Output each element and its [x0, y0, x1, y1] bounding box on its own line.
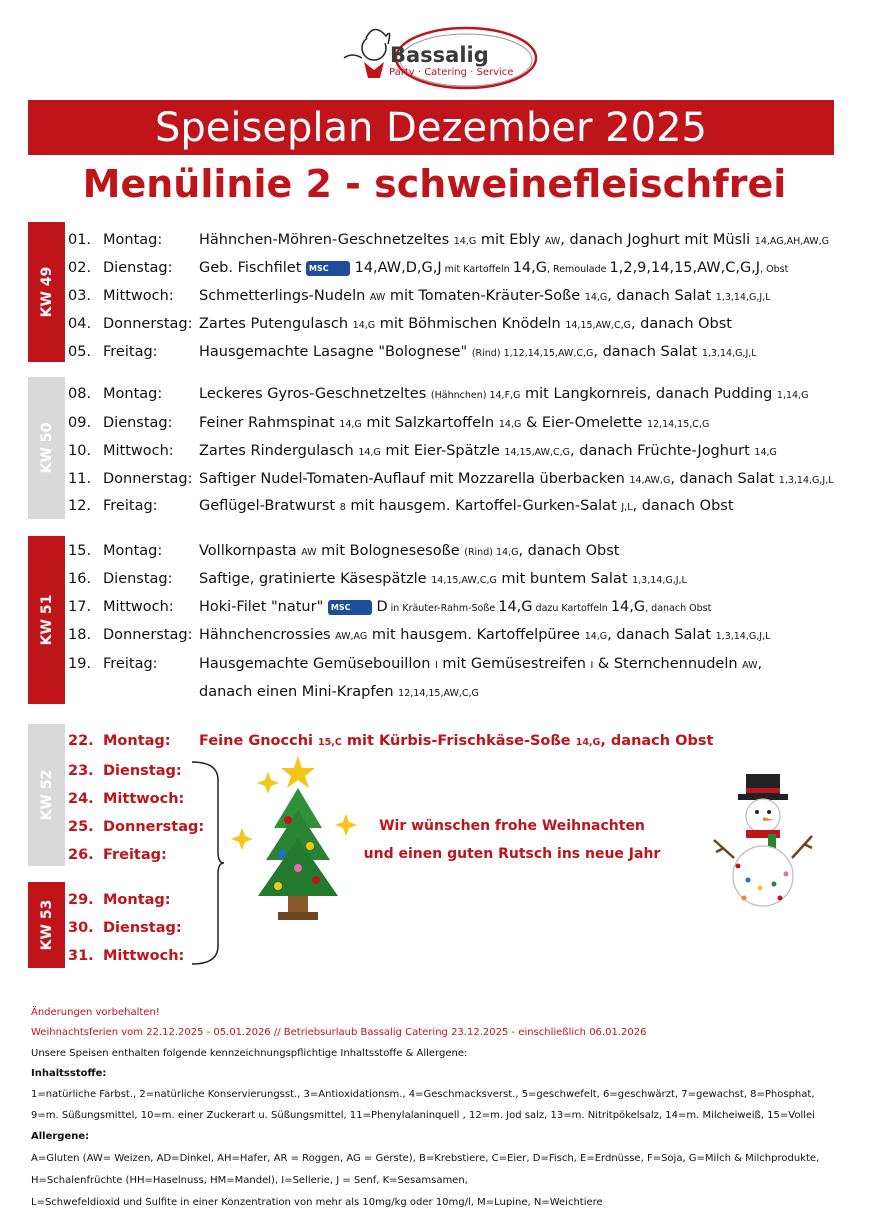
weekday: Montag:	[103, 892, 171, 908]
allergen-code: mit Kartoffeln	[441, 264, 513, 275]
weekday: Montag:	[103, 232, 163, 248]
allergen-code: 14,AW,G	[629, 475, 671, 486]
meal-text: mit buntem Salat	[496, 571, 633, 587]
allergen-code: AW	[742, 660, 758, 671]
day-number: 31.	[68, 948, 94, 964]
allergen-code: 14,G	[339, 419, 362, 430]
allergen-code: 14,G	[453, 236, 477, 247]
meal-description	[199, 566, 687, 594]
weekday: Mittwoch:	[103, 948, 185, 964]
meal-text: Geb. Fischfilet	[199, 260, 306, 276]
meal-text: D	[371, 599, 388, 615]
allergen-code: 12,14,15,C,G	[646, 419, 710, 430]
allergen-code: dazu Kartoffeln	[532, 603, 611, 614]
allergen-code: 8	[339, 502, 346, 513]
allergen-code: 14,G	[754, 447, 777, 458]
meal-text: Feiner Rahmspinat	[199, 415, 340, 431]
meal-text: & Eier-Omelette	[521, 415, 647, 431]
meal-text: , danach Salat	[607, 288, 716, 304]
allergen-code: 14,15,AW,C,G	[431, 575, 497, 586]
meal-text: mit hausgem. Kartoffelpüree	[367, 627, 585, 643]
meal-text: mit Salzkartoffeln	[361, 415, 499, 431]
day-number: 10.	[68, 443, 92, 459]
meal-description	[199, 466, 834, 494]
allergen-code: 1,3,14,G,J,L	[715, 631, 771, 642]
allergen-code: 1,3,14,G,J,L	[632, 575, 687, 586]
day-number: 12.	[68, 498, 92, 514]
day-number: 09.	[68, 415, 92, 431]
page-title: Speiseplan Dezember 2025	[28, 100, 834, 155]
weekday: Mittwoch:	[103, 599, 174, 615]
allergen-code: (Rind) 14,G	[464, 547, 519, 558]
meal-description	[199, 381, 808, 409]
meal-text: , danach Früchte-Joghurt	[570, 443, 755, 459]
meal-text: mit Langkornreis, danach Pudding	[520, 386, 777, 402]
allergen-code: 14,G	[584, 292, 608, 303]
weekday: Montag:	[103, 733, 171, 749]
allergens-line-1: A=Gluten (AW= Weizen, AD=Dinkel, AH=Hafer, AR = Roggen, AG = Gerste), B=Krebstiere, C=Eier, D=Fisch, E=Erdnüsse, F=Soja, G=Milch & Milchprodukte,	[31, 1153, 820, 1164]
weekday: Donnerstag:	[103, 627, 193, 643]
meal-description	[199, 339, 757, 367]
allergen-code: 1,3,14,G,J,L	[778, 475, 834, 486]
meal-description	[199, 538, 619, 566]
weekday: Dienstag:	[103, 260, 173, 276]
week-bar-52: KW 52	[28, 724, 65, 866]
weekday: Donnerstag:	[103, 819, 205, 835]
weekday: Mittwoch:	[103, 443, 174, 459]
meal-description	[199, 283, 770, 311]
allergen-code: 14,G	[352, 320, 376, 331]
day-number: 05.	[68, 344, 92, 360]
allergen-code: , Remoulade	[547, 264, 610, 275]
ingredients-heading: Inhaltsstoffe:	[31, 1068, 107, 1079]
allergen-code: AW,AG	[335, 631, 368, 642]
meal-text: Leckeres Gyros-Geschnetzeltes	[199, 386, 431, 402]
allergen-code: (Hähnchen) 14,F,G	[430, 390, 521, 401]
weekday: Mittwoch:	[103, 791, 185, 807]
day-number: 30.	[68, 920, 94, 936]
meal-text: Schmetterlings-Nudeln	[199, 288, 370, 304]
day-number: 11.	[68, 471, 92, 487]
meal-description	[199, 311, 732, 339]
day-number: 22.	[68, 733, 94, 749]
weekday: Montag:	[103, 543, 163, 559]
logo-tagline: Party · Catering · Service	[389, 67, 514, 78]
allergen-code: I	[435, 660, 438, 671]
meal-description	[199, 438, 777, 466]
allergen-code: 14,G	[575, 737, 601, 748]
meal-text: 1,2,9,14,15,AW,C,G,J	[609, 260, 761, 276]
meal-text: , danach Obst	[600, 733, 714, 749]
holiday-greeting: Wir wünschen frohe Weihnachten und einen guten Rutsch ins neue Jahr	[363, 818, 661, 862]
ingredients-line-2: 9=m. Süßungsmittel, 10=m. einer Zuckerart u. Süßungsmittel, 11=Phenylalaninquell , 12=m. Jod salz, 13=m. Nitritpökelsalz, 14=m. Milcheiweiß, 15=Vollei	[31, 1110, 815, 1121]
meal-text: ,	[757, 656, 763, 672]
day-number: 29.	[68, 892, 94, 908]
allergen-code: AW	[301, 547, 317, 558]
msc-label-icon: MSC	[328, 600, 372, 615]
meal-text: , danach Obst	[630, 316, 732, 332]
meal-description	[199, 255, 788, 283]
meal-description	[199, 493, 734, 521]
allergen-code: 14,15,AW,C,G	[565, 320, 631, 331]
meal-text: 14,G	[610, 599, 646, 615]
week-bar-49: KW 49	[28, 222, 65, 362]
day-number: 23.	[68, 763, 94, 779]
weekday: Freitag:	[103, 847, 167, 863]
day-number: 08.	[68, 386, 92, 402]
allergen-code: 1,3,14,G,J,L	[701, 348, 757, 359]
meal-text: Geflügel-Bratwurst	[199, 498, 340, 514]
allergen-code: 1,3,14,G,J,L	[715, 292, 771, 303]
day-number: 19.	[68, 656, 92, 672]
meal-text: 14,G	[512, 260, 547, 276]
allergen-code: , Obst	[760, 264, 789, 275]
meal-text: Hausgemachte Gemüsebouillon	[199, 656, 436, 672]
meal-text: 14,AW,D,G,J	[350, 260, 442, 276]
allergen-code: 14,15,AW,C,G	[504, 447, 571, 458]
weekday: Donnerstag:	[103, 316, 193, 332]
allergen-code: 14,G	[584, 631, 608, 642]
meal-text: , danach Salat	[607, 627, 716, 643]
meal-text: , danach Obst	[632, 498, 734, 514]
logo-name: Bassalig	[390, 43, 489, 67]
holiday-bracket	[190, 760, 225, 966]
msc-label-icon: MSC	[306, 261, 350, 276]
weekday: Freitag:	[103, 656, 158, 672]
allergen-code: 15,C	[318, 737, 342, 748]
meal-text: mit Tomaten-Kräuter-Soße	[385, 288, 585, 304]
meal-text: Saftiger Nudel-Tomaten-Auflauf mit Mozzarella überbacken	[199, 471, 630, 487]
meal-description	[199, 679, 479, 707]
meal-text: , danach Obst	[518, 543, 620, 559]
week-bar-53: KW 53	[28, 882, 65, 968]
weekday: Dienstag:	[103, 571, 173, 587]
meal-text: & Sternchennudeln	[593, 656, 743, 672]
allergen-intro: Unsere Speisen enthalten folgende kennzeichnungspflichtige Inhaltsstoffe & Allergene:	[31, 1048, 468, 1059]
allergen-code: 1,14,G	[776, 390, 809, 401]
day-number: 26.	[68, 847, 94, 863]
meal-text: Hoki-Filet "natur"	[199, 599, 328, 615]
meal-text: Zartes Putengulasch	[199, 316, 353, 332]
allergens-heading: Allergene:	[31, 1131, 90, 1142]
allergen-code: 14,AG,AH,AW,G	[754, 236, 830, 247]
allergen-code: AW	[544, 236, 561, 247]
day-number: 17.	[68, 599, 92, 615]
meal-description	[199, 651, 762, 679]
week-bar-51: KW 51	[28, 536, 65, 704]
weekday: Dienstag:	[103, 763, 182, 779]
allergen-code: J,L	[621, 502, 633, 513]
meal-text: Zartes Rindergulasch	[199, 443, 359, 459]
day-number: 15.	[68, 543, 92, 559]
meal-description	[199, 227, 829, 255]
allergen-code: 14,G	[498, 419, 522, 430]
meal-text: mit Ebly	[476, 232, 545, 248]
day-number: 16.	[68, 571, 92, 587]
meal-text: 14,G	[498, 599, 533, 615]
snowman-image	[708, 770, 818, 915]
changes-note: Änderungen vorbehalten!	[31, 1007, 160, 1018]
meal-text: Hausgemachte Lasagne "Bolognese"	[199, 344, 472, 360]
weekday: Freitag:	[103, 344, 158, 360]
meal-text: Hähnchen-Möhren-Geschnetzeltes	[199, 232, 454, 248]
allergen-code: I	[590, 660, 594, 671]
meal-text: , danach Joghurt mit Müsli	[560, 232, 755, 248]
meal-text: Saftige, gratinierte Käsespätzle	[199, 571, 432, 587]
allergen-code: 12,14,15,AW,C,G	[398, 688, 479, 699]
weekday: Dienstag:	[103, 920, 182, 936]
meal-text: mit Bolognesesoße	[316, 543, 465, 559]
allergens-line-2: H=Schalenfrüchte (HH=Haselnuss, HM=Mandel), I=Sellerie, J = Senf, K=Sesamsamen,	[31, 1175, 468, 1186]
weekday: Donnerstag:	[103, 471, 193, 487]
christmas-tree-image	[228, 748, 363, 928]
meal-text: mit Eier-Spätzle	[380, 443, 505, 459]
day-number: 01.	[68, 232, 92, 248]
day-number: 02.	[68, 260, 92, 276]
day-number: 25.	[68, 819, 94, 835]
meal-text: Hähnchencrossies	[199, 627, 336, 643]
allergen-code: (Rind) 1,12,14,15,AW,C,G	[471, 348, 594, 359]
meal-text: Feine Gnocchi	[199, 733, 319, 749]
meal-description	[199, 594, 711, 622]
day-number: 18.	[68, 627, 92, 643]
meal-text: mit Gemüsestreifen	[437, 656, 591, 672]
day-number: 03.	[68, 288, 92, 304]
meal-text: Vollkornpasta	[199, 543, 302, 559]
weekday: Montag:	[103, 386, 163, 402]
holidays-note: Weihnachtsferien vom 22.12.2025 - 05.01.2026 // Betriebsurlaub Bassalig Catering 23.12.2025 - einschließlich 06.01.2026	[31, 1027, 647, 1038]
allergen-code: AW	[369, 292, 386, 303]
meal-description	[199, 410, 709, 438]
weekday: Freitag:	[103, 498, 158, 514]
weekday: Dienstag:	[103, 415, 173, 431]
meal-text: danach einen Mini-Krapfen	[199, 684, 399, 700]
meal-description	[199, 622, 770, 650]
allergen-code: 14,G	[358, 447, 381, 458]
week-bar-50: KW 50	[28, 377, 65, 519]
meal-text: , danach Salat	[593, 344, 702, 360]
meal-text: mit hausgem. Kartoffel-Gurken-Salat	[345, 498, 622, 514]
meal-text: mit Böhmischen Knödeln	[375, 316, 566, 332]
day-number: 24.	[68, 791, 94, 807]
ingredients-line-1: 1=natürliche Farbst., 2=natürliche Konservierungsst., 3=Antioxidationsm., 4=Geschmacksverst., 5=geschwefelt, 6=geschwärzt, 7=gewachst, 8=Phosphat,	[31, 1089, 815, 1100]
allergen-code: in Kräuter-Rahm-Soße	[387, 603, 499, 614]
meal-text: mit Kürbis-Frischkäse-Soße	[341, 733, 576, 749]
page-subtitle: Menülinie 2 - schweinefleischfrei	[82, 162, 787, 206]
day-number: 04.	[68, 316, 92, 332]
allergens-line-3: L=Schwefeldioxid und Sulfite in einer Konzentration von mehr als 10mg/kg oder 10mg/l, M=Lupine, N=Weichtiere	[31, 1197, 603, 1208]
meal-text: , danach Salat	[670, 471, 779, 487]
weekday: Mittwoch:	[103, 288, 174, 304]
allergen-code: , danach Obst	[645, 603, 712, 614]
